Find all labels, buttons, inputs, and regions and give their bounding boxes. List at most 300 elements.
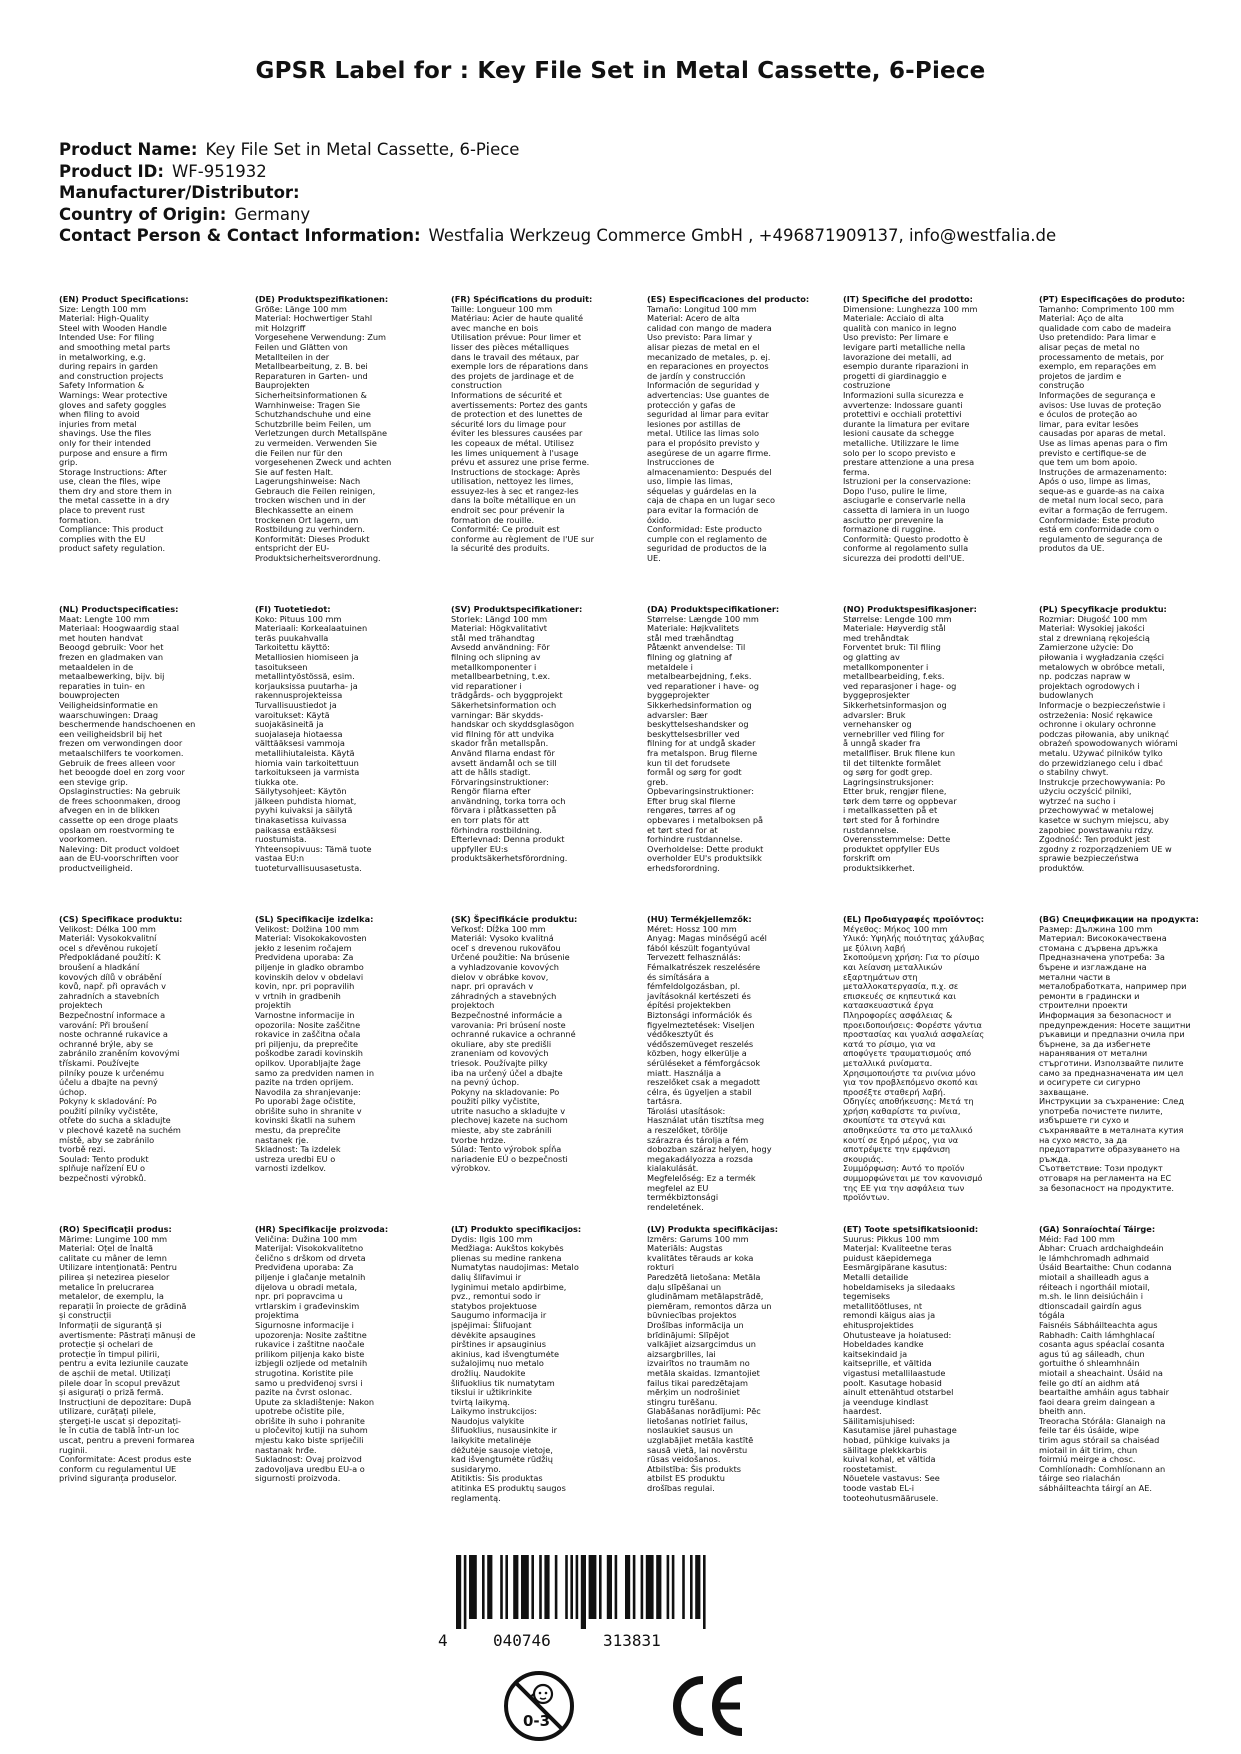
spec-line: Material: Oțel de înaltă [59, 1243, 154, 1254]
spec-line: Velikost: Dolžina 100 mm [255, 923, 359, 934]
spec-line: beartaithe amháin agus tabhair [1039, 1387, 1169, 1398]
spec-line: Soulad: Tento produkt [59, 1153, 149, 1164]
spec-line: Nõuetele vastavus: See [843, 1473, 940, 1484]
spec-line: metaaldelen in de [59, 661, 134, 672]
spec-line: kovinski škatli na suhem [255, 1115, 356, 1126]
spec-column [451, 295, 629, 554]
spec-line: metallkomponenter i [451, 661, 537, 672]
spec-line: megfelel az EU [647, 1182, 709, 1193]
spec-heading: (FR) Spécifications du produit: [451, 294, 593, 304]
spec-column [451, 605, 629, 864]
spec-line: vernebriller ved filing for [843, 728, 945, 739]
spec-line: Navodila za shranjevanje: [255, 1086, 361, 1097]
spec-line: calidad con mango de madera [647, 322, 772, 333]
spec-line: dobozban száraz helyen, hogy [647, 1144, 772, 1155]
spec-line: kovin, npr. pri popravilih [255, 981, 355, 992]
spec-line: reparaties in tuin- en [59, 680, 145, 691]
spec-line: védőkesztyűt és [647, 1029, 714, 1040]
spec-line: Numatytas naudojimas: Metalo [451, 1262, 579, 1273]
spec-line: Información de seguridad y [647, 380, 760, 391]
spec-line: Påtænkt anvendelse: Til [647, 642, 746, 653]
spec-line: Beoogd gebruik: Voor het [59, 642, 164, 653]
barcode-bar [581, 1555, 586, 1629]
spec-line: na pevný úchop. [451, 1077, 520, 1088]
spec-line: megakadályozza a rozsda [647, 1153, 753, 1164]
spec-line: metallbearbeiding, f.eks. [843, 671, 945, 682]
spec-line: hobeldamiseks ja siledaaks [843, 1281, 956, 1292]
spec-line: only for their intended [59, 437, 151, 448]
spec-line: obrišite ih suho i pohranite [255, 1415, 365, 1426]
spec-line: Materiál: Vysoko kvalitná [451, 933, 554, 944]
spec-line: на сухо място, за да [1039, 1134, 1128, 1145]
spec-line: zapobiec powstawaniu rdzy. [1039, 824, 1154, 835]
spec-column [451, 1225, 629, 1503]
spec-line: Tarkoitettu käyttö: [255, 642, 330, 653]
spec-line: i metallkassetten på et [843, 805, 938, 816]
spec-line: suojakäsineitä ja [255, 719, 324, 730]
spec-line: u pločevitoj kutiji na suhom [255, 1425, 368, 1436]
spec-line: endroit sec pour prévenir la [451, 505, 565, 516]
spec-line: Material: Hochwertiger Stahl [255, 313, 373, 324]
barcode-bar [703, 1555, 706, 1629]
spec-line: de metal num local seco, para [1039, 495, 1164, 506]
spec-line: metāla skaidas. Izmantojiet [647, 1367, 760, 1378]
spec-line: Σκοπούμενη χρήση: Για το ρίσιμο [843, 952, 980, 963]
spec-line: causadas por aparas de metal. [1039, 428, 1166, 439]
spec-line: Atitiktis: Šis produktas [451, 1473, 543, 1484]
spec-line: Rozmiar: Długość 100 mm [1039, 613, 1148, 624]
spec-line: een stevige grip. [59, 776, 128, 787]
spec-line: vorgesehenen Zweck und achten [255, 457, 392, 468]
spec-line: og sørg for godt grep. [843, 767, 933, 778]
spec-line: με ξύλινη λαβή [843, 942, 906, 953]
spec-line: UE. [647, 553, 661, 564]
spec-line: zgodny z rozporządzeniem UE w [1039, 843, 1172, 854]
spec-column [1039, 1225, 1217, 1494]
spec-line: cumple con el reglamento de [647, 533, 767, 544]
spec-line: varningar: Bär skydds- [451, 709, 544, 720]
spec-line: metallbearbetning, t.ex. [451, 671, 551, 682]
spec-line: formation. [59, 514, 102, 525]
spec-line: bouwprojecten [59, 690, 120, 701]
spec-line: захващане. [1039, 1086, 1089, 1097]
spec-line: in metalworking, e.g. [59, 351, 146, 362]
spec-line: zraneniam od kovových [451, 1048, 549, 1059]
spec-line: tinakasetissa kuivassa [255, 815, 347, 826]
spec-line: frezen om verwondingen door [59, 738, 183, 749]
spec-line: Atbilstība: Šis produkts [647, 1463, 742, 1474]
spec-line: Drošības informācija un [647, 1319, 744, 1330]
spec-line: Suurus: Pikkus 100 mm [843, 1233, 940, 1244]
spec-line: het beoogde doel en zorg voor [59, 767, 185, 778]
spec-line: tasoitukseen [255, 661, 308, 672]
spec-line: Informations de sécurité et [451, 389, 562, 400]
spec-line: κατά το ρίσιμο, για να [843, 1038, 936, 1049]
spec-line: Opbevaringsinstruktioner: [647, 786, 754, 797]
spec-line: pirštines ir apsauginius [451, 1339, 547, 1350]
spec-line: Compliance: This product [59, 524, 164, 535]
origin-label: Country of Origin: [59, 204, 227, 224]
spec-line: Conformità: Questo prodotto è [843, 533, 969, 544]
age-label: 0-3 [523, 1712, 551, 1730]
spec-line: sábháilteachta táirgí an AE. [1039, 1483, 1153, 1494]
spec-line: failus tikai paredzētajam [647, 1377, 748, 1388]
spec-line: statybos projektuose [451, 1300, 537, 1311]
spec-line: rokavice in zaščitna očala [255, 1029, 361, 1040]
spec-line: Naudojus valykite [451, 1415, 525, 1426]
spec-line: esempio durante riparazioni in [843, 361, 969, 372]
spec-heading: (SL) Specifikacije izdelka: [255, 914, 374, 924]
spec-line: Glabāšanas norādījumi: Pēc [647, 1406, 761, 1417]
spec-column [255, 295, 433, 564]
spec-line: gloves and safety goggles [59, 399, 167, 410]
spec-column [843, 295, 1021, 564]
spec-line: kvalitātes tērauds ar koka [647, 1252, 754, 1263]
spec-column [843, 1225, 1021, 1503]
spec-line: kasetce w suchym miejscu, aby [1039, 815, 1169, 826]
spec-line: avertissements: Portez des gants [451, 399, 588, 410]
spec-line: tikslui ir užtikrinkite [451, 1387, 532, 1398]
spec-line: Materiale: Høyverdig stål [843, 623, 946, 634]
spec-line: piłowania i wygładzania części [1039, 651, 1165, 662]
spec-line: mērķim un nodrošiniet [647, 1387, 740, 1398]
spec-line: Használat után tisztítsa meg [647, 1115, 765, 1126]
spec-line: figyelmeztetések: Viseljen [647, 1019, 755, 1030]
spec-line: ștergeți-le uscat și depozitați- [59, 1415, 181, 1426]
spec-line: tarkoitukseen ja varmista [255, 767, 360, 778]
barcode-bar [456, 1555, 461, 1629]
spec-line: ved reparationer i have- og [647, 680, 759, 691]
spec-line: varovania: Pri brúsení noste [451, 1019, 566, 1030]
spec-line: lisser des pièces métalliques [451, 341, 569, 352]
spec-line: Materiaal: Hoogwaardig staal [59, 623, 180, 634]
spec-line: kialakulását. [647, 1163, 699, 1174]
product-name-label: Product Name: [59, 140, 198, 159]
spec-line: rustdannelse. [843, 824, 899, 835]
spec-line: Bauprojekten [255, 380, 310, 391]
spec-line: cassetta di lamiera in un luogo [843, 505, 970, 516]
spec-line: Maat: Lengte 100 mm [59, 613, 150, 624]
spec-line: drožlių. Naudokite [451, 1367, 526, 1378]
spec-line: použití pilky vyčistite, [451, 1096, 540, 1107]
barcode-bar [570, 1555, 573, 1619]
spec-line: protecție și ochelari de [59, 1339, 153, 1350]
spec-line: Matériau: Acier de haute qualité [451, 313, 584, 324]
spec-line: για τον προβλεπόμενο σκοπό και [843, 1077, 978, 1088]
spec-line: conforme al regolamento sulla [843, 543, 969, 554]
spec-line: Materjal: Kvaliteetne teras [843, 1243, 952, 1254]
spec-line: izvairītos no traumām no [647, 1358, 750, 1369]
spec-column [59, 1225, 237, 1484]
spec-line: védőszemüveget reszelés [647, 1038, 754, 1049]
spec-line: entspricht der EU- [255, 543, 330, 554]
spec-line: Инструкции за съхранение: След [1039, 1096, 1184, 1107]
spec-line: Materiaali: Korkealaatuinen [255, 623, 368, 634]
spec-line: Materiál: Vysokokvalitní [59, 933, 157, 944]
spec-line: conform cu regulamentul UE [59, 1463, 177, 1474]
spec-line: kaitsekindaid ja [843, 1348, 908, 1359]
spec-line: protección y gafas de [647, 399, 736, 410]
spec-line: evitar a formação de ferrugem. [1039, 505, 1168, 516]
spec-line: opozorila: Nosite zaščitne [255, 1019, 361, 1030]
spec-line: and smoothing metal parts [59, 341, 171, 352]
spec-line: construção [1039, 380, 1085, 391]
spec-line: Předpokládané použití: K [59, 952, 161, 963]
spec-line: vrtlarskim i građevinskim [255, 1300, 360, 1311]
spec-line: rokturi [647, 1262, 674, 1273]
spec-line: προειδοποιήσεις: Φορέστε γάντια [843, 1019, 982, 1030]
spec-line: pyyhi kuivaksi ja säilytä [255, 805, 353, 816]
spec-line: Metallteilen in der [255, 351, 330, 362]
spec-heading: (EL) Προδιαγραφές προϊόντος: [843, 914, 984, 924]
spec-line: nastanek rje. [255, 1134, 309, 1145]
spec-line: do przewidzianego celu i dbać [1039, 757, 1163, 768]
spec-line: само за предназначената им цел [1039, 1067, 1184, 1078]
spec-line: σκουπίστε τα στεγνά και [843, 1115, 946, 1126]
spec-line: grip. [59, 457, 78, 468]
barcode-bar [487, 1555, 492, 1619]
spec-heading: (PT) Especificações do produto: [1039, 294, 1186, 304]
spec-line: metalelor, de exemplu, la [59, 1291, 164, 1302]
spec-line: costruzione [843, 380, 891, 391]
spec-line: metaalbewerking, bijv. bij [59, 671, 165, 682]
spec-line: filning och slipning av [451, 651, 541, 662]
spec-line: les copeaux de métal. Utilisez [451, 437, 574, 448]
spec-heading: (HU) Termékjellemzők: [647, 914, 752, 924]
spec-line: Sikkerhedsinformation og [647, 699, 752, 710]
spec-line: Steel with Wooden Handle [59, 322, 167, 333]
spec-line: beskyttelsesbriller ved [647, 728, 740, 739]
spec-line: v vrtnih in gradbenih [255, 990, 341, 1001]
spec-line: seguridad de productos de la [647, 543, 767, 554]
spec-line: lavorazione dei metalli, ad [843, 351, 952, 362]
spec-line: fémfeldolgozásban, pl. [647, 981, 741, 992]
spec-line: conforme au règlement de l'UE sur [451, 533, 594, 544]
spec-line: Sigurnosne informacije i [255, 1319, 354, 1330]
spec-line: Saugumo informacija ir [451, 1310, 547, 1321]
spec-line: szárazra és tárolja a fém [647, 1134, 749, 1145]
spec-line: reglamentą. [451, 1492, 501, 1503]
spec-line: laikykite metalinėje [451, 1435, 532, 1446]
spec-line: Veiligheidsinformatie en [59, 699, 158, 710]
spec-line: ruostumista. [255, 834, 307, 845]
spec-line: stål med trähandtag [451, 632, 535, 643]
spec-line: Naleving: Dit product voldoet [59, 843, 180, 854]
spec-line: Conformité: Ce produit est [451, 524, 560, 535]
spec-line: almacenamiento: Después del [647, 466, 772, 477]
spec-line: formazione di ruggine. [843, 524, 936, 535]
spec-line: Etter bruk, rengjør filene, [843, 786, 947, 797]
spec-line: Lagerungshinweise: Nach [255, 476, 361, 487]
spec-line: Koko: Pituus 100 mm [255, 613, 342, 624]
barcode-bar [682, 1555, 685, 1619]
spec-line: Faisnéis Sábháilteachta agus [1039, 1319, 1158, 1330]
spec-line: Utilisation prévue: Pour limer et [451, 332, 582, 343]
spec-line: gortuithe ó shleamhnáin [1039, 1358, 1140, 1369]
spec-line: kovových dílů v obrábění [59, 971, 162, 982]
spec-line: otřete do sucha a skladujte [59, 1115, 171, 1126]
spec-line: metallihiutaleista. Käytä [255, 747, 355, 758]
spec-line: mit Holzgriff [255, 322, 306, 333]
spec-line: varnosti izdelkov. [255, 1163, 326, 1174]
spec-line: čelično s drškom od drveta [255, 1252, 366, 1263]
spec-column [59, 295, 237, 554]
spec-line: fra metalspon. Brug filerne [647, 747, 758, 758]
spec-line: Schutzbrille beim Feilen, um [255, 418, 372, 429]
spec-line: προσέξτε σταθερή λαβή. [843, 1086, 946, 1097]
spec-line: shavings. Use the files [59, 428, 152, 439]
spec-line: Taille: Longueur 100 mm [451, 303, 553, 314]
spec-line: Určené použitie: Na brúsenie [451, 952, 570, 963]
spec-column [59, 915, 237, 1184]
spec-line: Informazioni sulla sicurezza e [843, 389, 964, 400]
spec-line: uzglabājiet metāla kastītē [647, 1435, 754, 1446]
spec-line: korjauksissa puutarha- ja [255, 680, 358, 691]
spec-line: pilirea și netezirea pieselor [59, 1271, 170, 1282]
spec-line: forskrift om [843, 853, 891, 864]
spec-line: rūsas veidošanos. [647, 1454, 721, 1465]
spec-line: asciugarle e conservarle nella [843, 495, 966, 506]
spec-line: metallkomponenter i [843, 661, 929, 672]
spec-line: óxido. [647, 514, 672, 525]
spec-line: Metalliosien hiomiseen ja [255, 651, 359, 662]
spec-line: complies with the EU [59, 533, 146, 544]
spec-column [1039, 295, 1217, 554]
barcode-first-digit: 4 [438, 1631, 448, 1650]
barcode-bar [565, 1555, 568, 1619]
spec-line: Opslaginstructies: Na gebruik [59, 786, 181, 797]
spec-line: ja veenduge kindlast [843, 1396, 929, 1407]
spec-line: og glatting av [843, 651, 900, 662]
spec-line: samo za predviden namen in [255, 1067, 375, 1078]
product-id-value: WF-951932 [171, 161, 267, 181]
spec-line: splňuje nařízení EU o [59, 1163, 146, 1174]
spec-column [255, 605, 433, 874]
product-id-row [59, 161, 1056, 183]
spec-heading: (NL) Productspecificaties: [59, 604, 179, 614]
spec-line: vid reparationer i [451, 680, 522, 691]
page-title: GPSR Label for : Key File Set in Metal Cassette, 6-Piece [255, 58, 986, 84]
spec-line: opilkov. Uporabljajte žage [255, 1057, 361, 1068]
spec-line: trockenen Ort lagern, um [255, 514, 359, 525]
spec-line: produktsäkerhetsförordning. [451, 853, 568, 864]
barcode-bar [646, 1555, 654, 1619]
spec-line: kovů, např. při opravách v [59, 981, 166, 992]
spec-line: when filing to avoid [59, 409, 140, 420]
spec-line: употреба почистете пилите, [1039, 1105, 1163, 1116]
spec-line: akinius, kad išvengtumėte [451, 1348, 560, 1359]
spec-line: rengøres, tørres af og [647, 805, 736, 816]
spec-line: piljenje i glačanje metalnih [255, 1271, 366, 1282]
spec-line: projektech [59, 1000, 103, 1011]
spec-column [59, 605, 237, 874]
spec-line: Dopo l'uso, pulire le lime, [843, 485, 948, 496]
spec-line: miatt. Használja a [647, 1067, 722, 1078]
spec-line: Størrelse: Lengde 100 mm [843, 613, 952, 624]
spec-line: použití pilníky vyčistěte, [59, 1105, 158, 1116]
spec-line: metalu. Używać pilników tylko [1039, 747, 1163, 758]
spec-line: Tamaño: Longitud 100 mm [647, 303, 757, 314]
spec-line: prestare attenzione a una presa [843, 457, 975, 468]
spec-line: μεταλλοκατεργασία, π.χ. σε [843, 981, 959, 992]
spec-line: třískami. Používejte [59, 1057, 140, 1068]
barcode-bar [633, 1555, 636, 1619]
product-id-label: Product ID: [59, 161, 164, 181]
spec-line: processamento de metais, por [1039, 351, 1164, 362]
no-age-0-3-icon [503, 1670, 575, 1742]
spec-line: και λείανση μεταλλικών [843, 961, 943, 972]
spec-line: dielov v obrábke kovov, [451, 971, 549, 982]
spec-line: Efter brug skal filerne [647, 795, 736, 806]
spec-line: formål og sørg for godt [647, 767, 742, 778]
spec-line: metalbearbejdning, f.eks. [647, 671, 752, 682]
spec-line: Produktsicherheitsverordnung. [255, 553, 381, 564]
spec-line: teräs puukahvalla [255, 632, 329, 643]
spec-heading: (GA) Sonraíochtaí Táirge: [1039, 1224, 1156, 1234]
spec-line: met houten handvat [59, 632, 143, 643]
spec-line: trocken wischen und in der [255, 495, 366, 506]
spec-line: šlifuoklius, nusausinkite ir [451, 1425, 557, 1436]
spec-line: gludināmam metālapstrādē, [647, 1291, 764, 1302]
spec-line: durante la limatura per evitare [843, 418, 970, 429]
spec-line: Laikymo instrukcijos: [451, 1406, 538, 1417]
spec-line: Bezpečnostné informácie a [451, 1009, 563, 1020]
spec-line: ferma. [843, 466, 870, 477]
spec-line: Predvidena uporaba: Za [255, 952, 354, 963]
spec-line: trädgårds- och byggprojekt [451, 690, 563, 701]
spec-column [451, 915, 629, 1174]
spec-line: Material: Högkvalitativt [451, 623, 547, 634]
spec-line: Informações de segurança e [1039, 389, 1156, 400]
spec-line: ремонти в градински и [1039, 990, 1140, 1001]
spec-line: att de hålls stadigt. [451, 767, 531, 778]
spec-line: Conformidad: Este producto [647, 524, 762, 535]
spec-line: seque-as e guarde-as na caixa [1039, 485, 1165, 496]
spec-line: Safety Information & [59, 380, 145, 391]
spec-line: tuoteturvallisuusasetusta. [255, 863, 362, 874]
spec-line: ehitusprojektides [843, 1319, 914, 1330]
spec-line: advarsler: Bær [647, 709, 708, 720]
spec-line: o stabilny chwyt. [1039, 767, 1109, 778]
spec-line: προϊόντων. [843, 1192, 890, 1203]
spec-line: ръжда. [1039, 1153, 1071, 1164]
spec-line: Medžiaga: Aukštos kokybės [451, 1243, 564, 1254]
spec-line: Informacje o bezpieczeństwie i [1039, 699, 1166, 710]
spec-line: projektach ogrodowych i [1039, 680, 1140, 691]
spec-line: αποφύγετε τραυματισμούς από [843, 1048, 972, 1059]
spec-line: iba na určený účel a dbajte [451, 1067, 563, 1078]
spec-line: välttääksesi vammoja [255, 738, 345, 749]
spec-line: Förvaringsinstruktioner: [451, 776, 549, 787]
spec-line: Warnhinweise: Tragen Sie [255, 399, 361, 410]
spec-line: Rengör filarna efter [451, 786, 531, 797]
spec-line: calitate cu mâner de lemn [59, 1252, 167, 1263]
spec-line: formation de rouille. [451, 514, 535, 525]
spec-heading: (NO) Produktspesifikasjoner: [843, 604, 977, 614]
product-info [59, 139, 1056, 247]
spec-line: Reparaturen in Garten- und [255, 370, 368, 381]
spec-line: közben, hogy elkerülje a [647, 1048, 747, 1059]
spec-line: Съответствие: Този продукт [1039, 1163, 1163, 1174]
spec-line: kuival kohal, et vältida [843, 1454, 936, 1465]
spec-line: avvertenze: Indossare guanti [843, 399, 963, 410]
spec-line: Bezpečnostní informace a [59, 1009, 166, 1020]
spec-line: use, clean the files, wipe [59, 476, 161, 487]
spec-line: opslaan om roestvorming te [59, 824, 175, 835]
barcode-bar [615, 1555, 618, 1619]
spec-line: Materiał: Wysokiej jakości [1039, 623, 1145, 634]
spec-line: miotail a shailleadh agus a [1039, 1271, 1149, 1282]
